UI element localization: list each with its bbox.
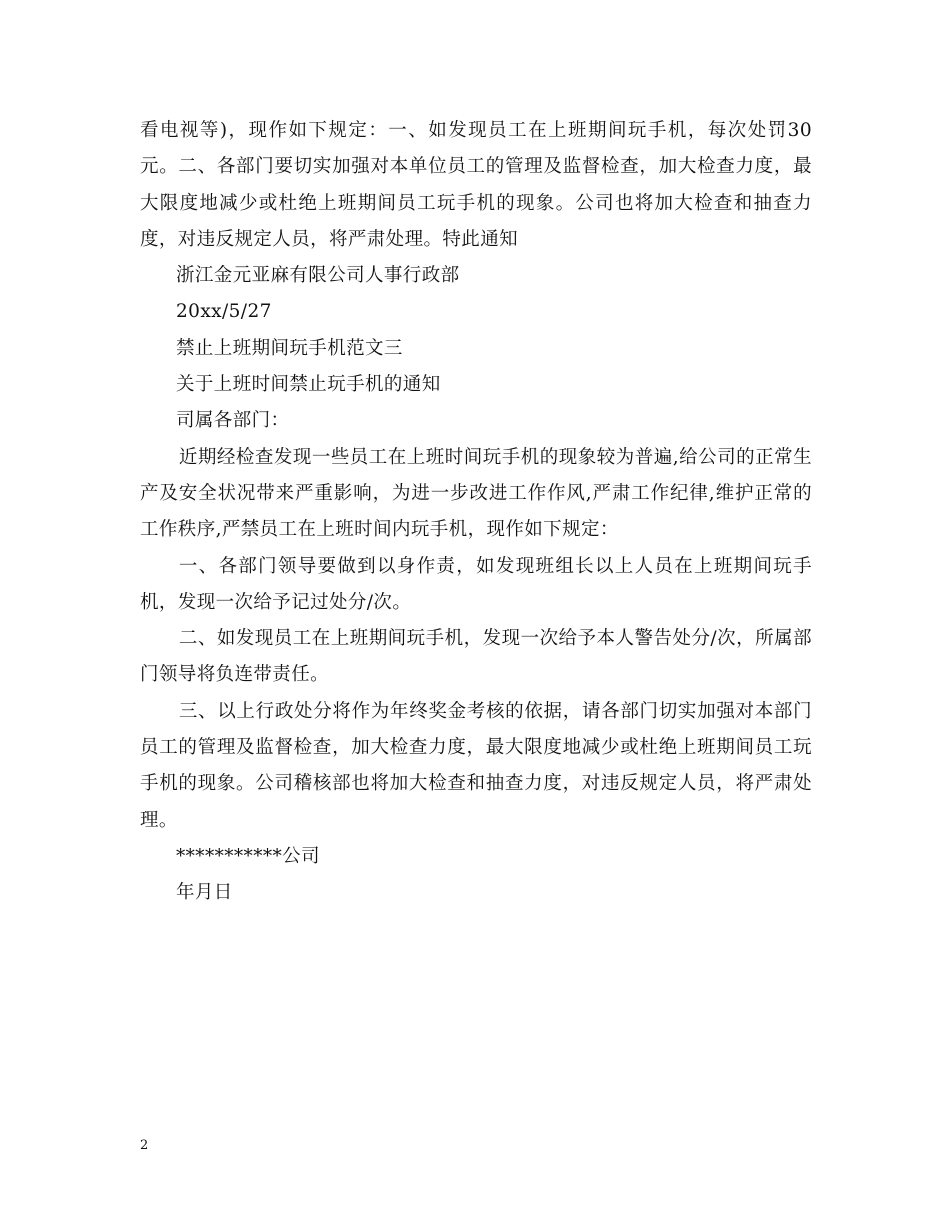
- paragraph-rule-3: 三、以上行政处分将作为年终奖金考核的依据，请各部门切实加强对本部门员工的管理及监督检查，加大检查力度，最大限度地减少或杜绝上班期间员工玩手机的现象。公司稽核部也将加大检查和抽查力度，对违反规定人员，将严肃处理。: [140, 700, 812, 831]
- paragraph-intro: 近期经检查发现一些员工在上班时间玩手机的现象较为普遍,给公司的正常生产及安全状况带来严重影响，为进一步改进工作作风,严肃工作纪律,维护正常的工作秩序,严禁员工在上班时间内玩手机，现作如下规定：: [140, 446, 812, 541]
- signature-date: 年月日: [176, 882, 233, 904]
- notice-title: 关于上班时间禁止玩手机的通知: [176, 374, 441, 396]
- issuer-department: 浙江金元亚麻有限公司人事行政部: [176, 265, 460, 287]
- section-heading: 禁止上班期间玩手机范文三: [176, 337, 403, 359]
- paragraph-continuation: 看电视等)，现作如下规定：一、如发现员工在上班期间玩手机，每次处罚30元。二、各部门要切实加强对本单位员工的管理及监督检查，加大检查力度，最大限度地减少或杜绝上班期间员工玩手机的现象。公司也将加大检查和抽查力度，对违反规定人员，将严肃处理。特此通知: [140, 120, 812, 250]
- issue-date: 20xx/5/27: [176, 301, 272, 323]
- document-body: [140, 113, 812, 912]
- paragraph-rule-1: 一、各部门领导要做到以身作责，如发现班组长以上人员在上班期间玩手机，发现一次给予记过处分/次。: [140, 555, 812, 613]
- signature-company: ***********公司: [176, 845, 320, 867]
- salutation: 司属各部门：: [176, 410, 290, 432]
- paragraph-rule-2: 二、如发现员工在上班期间玩手机，发现一次给予本人警告处分/次，所属部门领导将负连带责任。: [140, 628, 812, 686]
- page-number: 2: [140, 1138, 149, 1153]
